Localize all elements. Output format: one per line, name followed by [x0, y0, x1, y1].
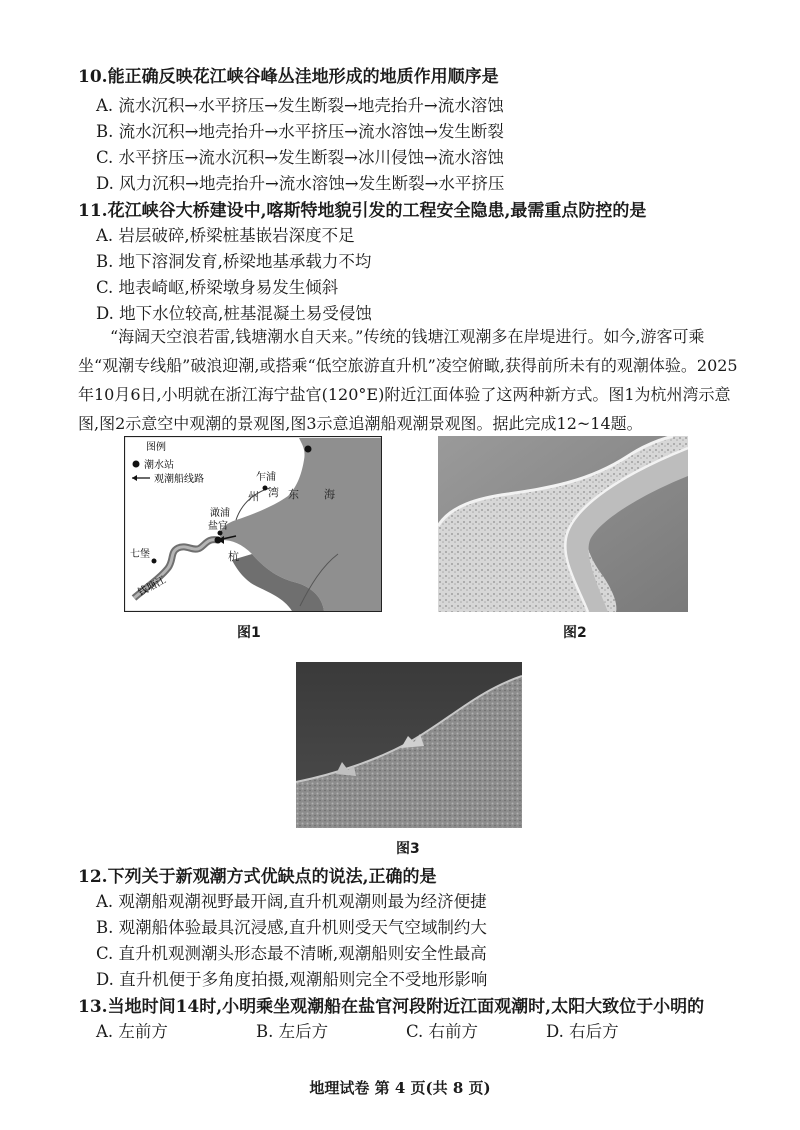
figure-1-map [124, 436, 382, 616]
question-13-option-d: D. 右后方 [546, 1022, 619, 1041]
question-12-option-c: C. 直升机观测潮头形态最不清晰,观潮船则安全性最高 [96, 944, 487, 963]
tide-station-marker [305, 446, 312, 453]
aerial-tide-photo [438, 436, 688, 612]
question-10-stem: 10.能正确反映花江峡谷峰丛洼地形成的地质作用顺序是 [78, 67, 499, 87]
question-10-option-b: B. 流水沉积→地壳抬升→水平挤压→流水溶蚀→发生断裂 [96, 122, 504, 141]
figure-3-caption: 图3 [396, 841, 420, 857]
label-hang: 杭 [228, 550, 239, 563]
question-10-option-d: D. 风力沉积→地壳抬升→流水溶蚀→发生断裂→水平挤压 [96, 174, 505, 193]
page-footer: 地理试卷 第 4 页(共 8 页) [309, 1079, 491, 1097]
label-dong: 东 [288, 488, 299, 501]
question-10-option-c: C. 水平挤压→流水沉积→发生断裂→冰川侵蚀→流水溶蚀 [96, 148, 504, 167]
tide-station-zhapu-marker [263, 486, 268, 491]
label-qibao: 七堡 [130, 549, 150, 560]
question-12-option-b: B. 观潮船体验最具沉浸感,直升机则受天气空域制约大 [96, 918, 487, 937]
question-12-option-d: D. 直升机便于多角度拍摄,观潮船则完全不受地形影响 [96, 970, 488, 989]
question-13-option-a: A. 左前方 [96, 1022, 168, 1041]
label-hai: 海 [324, 488, 335, 501]
legend-route-label: 观潮船线路 [154, 474, 204, 485]
figure-2-photo [438, 436, 688, 616]
legend-station-label: 潮水站 [144, 460, 174, 471]
label-zhou: 州 [248, 490, 259, 503]
tide-station-qibao-marker [152, 559, 157, 564]
label-ganpu: 澉浦 [210, 508, 230, 519]
question-11-option-d: D. 地下水位较高,桩基混凝土易受侵蚀 [96, 304, 372, 323]
question-12-stem: 12.下列关于新观潮方式优缺点的说法,正确的是 [78, 867, 437, 887]
question-11-option-a: A. 岩层破碎,桥梁桩基嵌岩深度不足 [96, 226, 355, 245]
question-13-stem: 13.当地时间14时,小明乘坐观潮船在盐官河段附近江面观潮时,太阳大致位于小明的 [78, 997, 705, 1017]
tide-station-yanguan-marker [215, 537, 222, 544]
figure-1-caption: 图1 [237, 625, 261, 641]
label-wan: 湾 [268, 486, 279, 499]
label-qiantang-river: 钱塘江 [136, 574, 168, 599]
tide-boat-photo [296, 662, 522, 828]
question-11-stem: 11.花江峡谷大桥建设中,喀斯特地貌引发的工程安全隐患,最需重点防控的是 [78, 201, 647, 221]
question-13-option-b: B. 左后方 [256, 1022, 329, 1041]
question-11-option-b: B. 地下溶洞发育,桥梁地基承载力不均 [96, 252, 372, 271]
legend-title: 图例 [146, 442, 166, 453]
figure-2-caption: 图2 [563, 625, 587, 641]
label-yanguan: 盐官 [208, 521, 228, 532]
hangzhou-bay-map [124, 436, 382, 612]
label-zhapu: 乍浦 [256, 472, 276, 483]
question-11-option-c: C. 地表崎岖,桥梁墩身易发生倾斜 [96, 278, 339, 297]
question-12-option-a: A. 观潮船观潮视野最开阔,直升机观潮则最为经济便捷 [96, 892, 487, 911]
legend-station-marker [133, 461, 140, 468]
question-10-option-a: A. 流水沉积→水平挤压→发生断裂→地壳抬升→流水溶蚀 [96, 96, 504, 115]
intro-paragraph: “海阔天空浪若雷,钱塘潮水自天来。”传统的钱塘江观潮多在岸堤进行。如今,游客可乘坐“观潮专线船”破浪迎潮,或搭乘“低空旅游直升机”凌空俯瞰,获得前所未有的观潮体验。2025年10月6日,小明就在浙江海宁盐官(120°E)附近江面体验了这两种新方式。图1为杭州湾示意图,图2示意空中观潮的景观图,图3示意追潮船观潮景观图。据此完成12~14题。 [78, 327, 738, 433]
question-13-option-c: C. 右前方 [406, 1022, 479, 1041]
question-13-options [96, 1018, 619, 1042]
figure-3-photo [296, 662, 522, 832]
